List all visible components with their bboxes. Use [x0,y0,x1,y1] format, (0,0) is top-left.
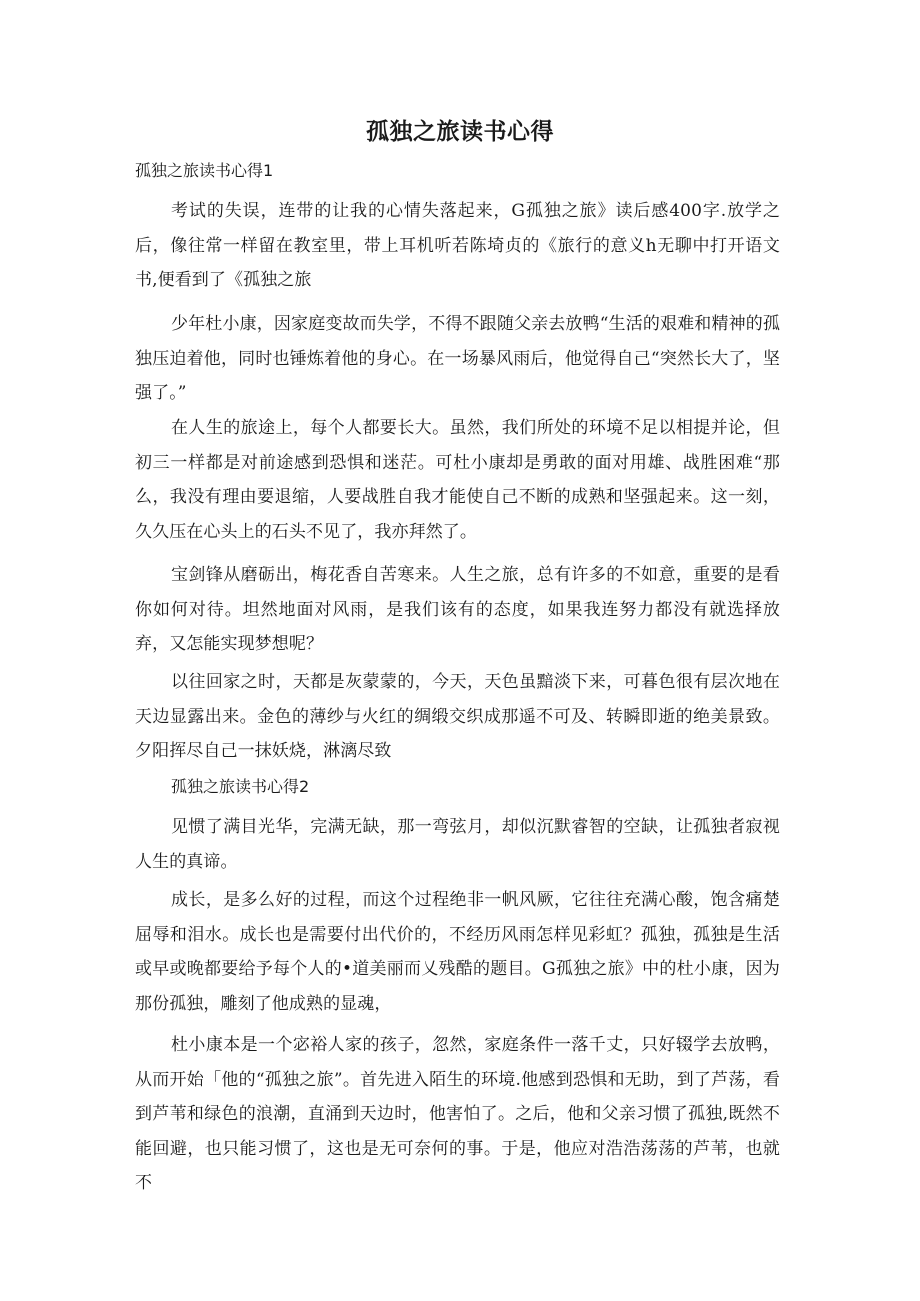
section-heading-1: 孤独之旅读书心得1 [135,161,274,180]
document-title: 孤独之旅读书心得 [366,119,554,145]
paragraph: 见惯了满目光华，完满无缺，那一弯弦月，却似沉默睿智的空缺，让孤独者寂视人生的真谛。 [135,817,780,872]
paragraph: 成长，是多么好的过程，而这个过程绝非一帆风厥，它往往充满心酸，饱含痛楚屈辱和泪水。成长也是需要付出代价的，不经历风雨怎样见彩虹？孤独，孤独是生活或早或晚都要给予每个人的•道美丽而乂残酷的题目。G孤独之旅》中的杜小康，因为那份孤独，雕刻了他成熟的显魂， [135,890,780,1014]
paragraph: 少年杜小康，因家庭变故而失学，不得不跟随父亲去放鸭“生活的艰难和精神的孤独压迫着他，同时也锤炼着他的身心。在一场暴风雨后，他觉得自己“突然长大了，坚强了。” [135,314,780,403]
paragraph: 以往回家之时，天都是灰蒙蒙的，今天，天色虽黯淡下来，可暮色很有层次地在天边显露出来。金色的薄纱与火红的绸缎交织成那遥不可及、转瞬即逝的绝美景致。夕阳挥尽自己一抹妖烧，淋漓尽致 [135,672,780,761]
section-heading-2: 孤独之旅读书心得2 [171,777,310,796]
paragraph: 在人生的旅途上，每个人都要长大。虽然，我们所处的环境不足以相提并论，但初三一样都是对前途感到恐惧和迷茫。可杜小康却是勇敢的面对用雄、战胜困难“那么，我没有理由要退缩，人要战胜自我才能使自己不断的成熟和坚强起来。这一刻，久久压在心头上的石头不见了，我亦拜然了。 [135,418,780,542]
paragraph: 考试的失误，连带的让我的心情失落起来，G孤独之旅》读后感400字.放学之后，像往常一样留在教室里，带上耳机听若陈埼贞的《旅行的意义h无聊中打开语文书,便看到了《孤独之旅 [135,201,780,290]
paragraph: 宝剑锋从磨砺出，梅花香自苦寒来。人生之旅，总有许多的不如意，重要的是看你如何对待。坦然地面对风雨，是我们该有的态度，如果我连努力都没有就选择放弃，又怎能实现梦想呢？ [135,565,780,654]
paragraph: 杜小康本是一个宓裕人家的孩子，忽然，家庭条件一落千丈，只好辍学去放鸭，从而开始「他的“孤独之旅”。首先进入陌生的环境.他感到恐惧和无助，到了芦荡，看到芦苇和绿色的浪潮，直涌到天边时，他害怕了。之后，他和父亲习惯了孤独,既然不能回避，也只能习惯了，这也是无可奈何的事。于是，他应对浩浩荡荡的芦苇，也就不 [135,1035,780,1193]
